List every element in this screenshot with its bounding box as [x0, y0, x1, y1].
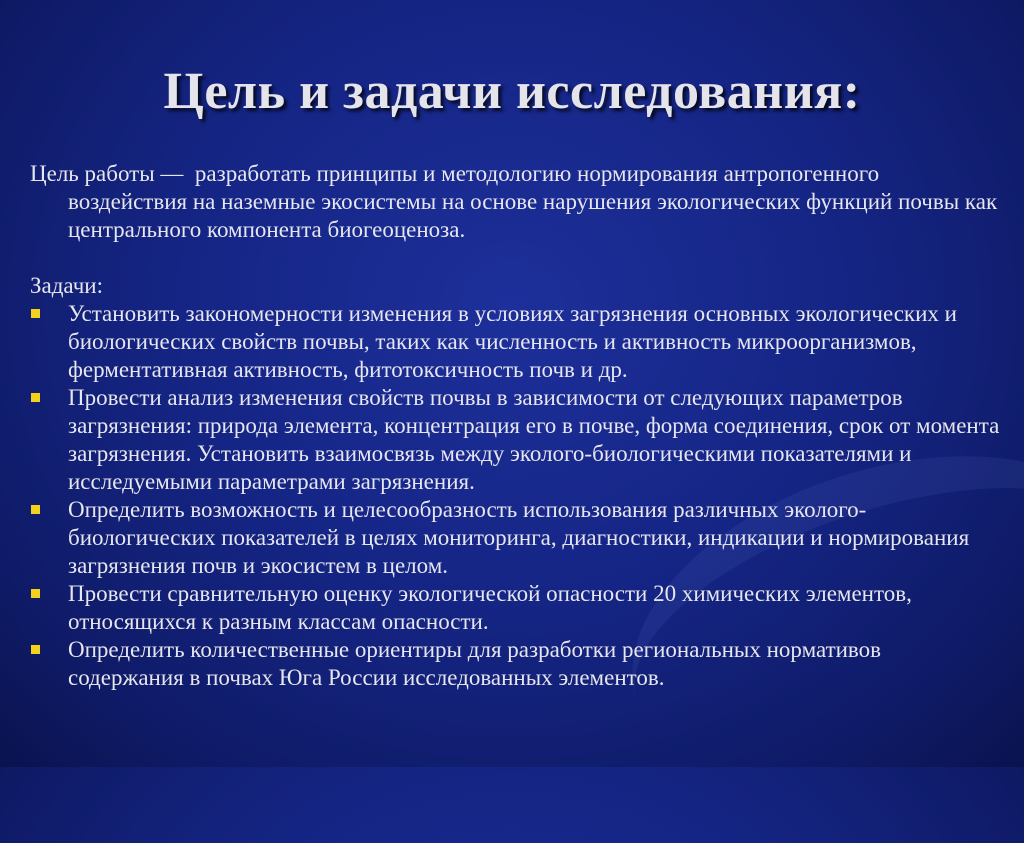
task-text: Определить количественные ориентиры для разработки региональных нормативов содержания в почвах Юга России исследованных элементов.	[68, 637, 881, 690]
square-bullet-icon	[31, 393, 40, 402]
task-text: Определить возможность и целесообразность использования различных эколого-биологических показателей в целях мониторинга, диагностики, индикации и нормирования загрязнения почв и экосистем в целом.	[68, 497, 970, 578]
square-bullet-icon	[31, 645, 40, 654]
task-item	[30, 580, 1000, 636]
task-text: Провести анализ изменения свойств почвы в зависимости от следующих параметров загрязнения: природа элемента, концентрация его в почве, форма соединения, срок от момента загрязнения. Установить взаимосвязь между эколого-биологическими показателями и исследуемыми параметрами загрязнения.	[68, 385, 1000, 494]
square-bullet-icon	[31, 505, 40, 514]
task-text: Провести сравнительную оценку экологической опасности 20 химических элементов, относящихся к разным классам опасности.	[68, 581, 912, 634]
square-bullet-icon	[31, 589, 40, 598]
task-text: Установить закономерности изменения в условиях загрязнения основных экологических и биологических свойств почвы, таких как численность и активность микроорганизмов, ферментативная активность, фитотоксичность почв и др.	[68, 301, 957, 382]
slide-title: Цель и задачи исследования:	[163, 63, 861, 120]
goal-label: Цель работы —	[30, 161, 195, 186]
tasks-label: Задачи:	[30, 273, 103, 298]
square-bullet-icon	[31, 309, 40, 318]
goal-text: разработать принципы и методологию нормирования антропогенного воздействия на наземные экосистемы на основе нарушения экологических функций почвы как центрального компонента биогеоценоза.	[68, 161, 998, 242]
task-item	[30, 300, 1000, 384]
task-item	[30, 496, 1000, 580]
goal-paragraph	[30, 160, 1000, 244]
task-item	[30, 384, 1000, 496]
task-item	[30, 636, 1000, 692]
tasks-list	[30, 300, 1000, 692]
slide-content	[30, 160, 1000, 692]
